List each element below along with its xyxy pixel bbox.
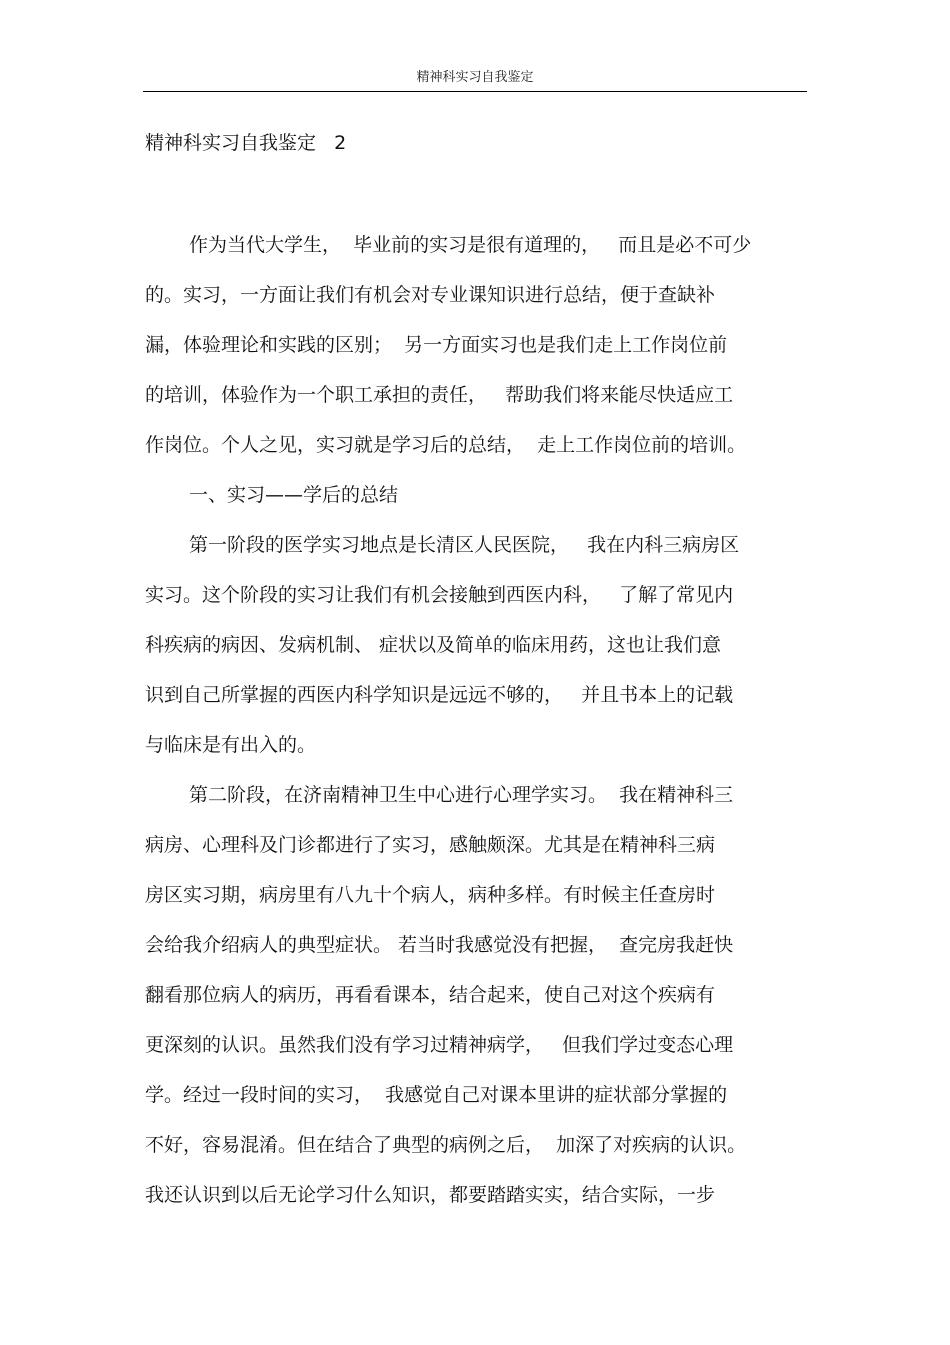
document-title: 精神科实习自我鉴定 2 (145, 132, 347, 154)
text-line: 学。经过一段时间的实习， 我感觉自己对课本里讲的症状部分掌握的 (145, 1084, 728, 1106)
text-line: 第二阶段，在济南精神卫生中心进行心理学实习。 我在精神科三 (189, 784, 734, 806)
text-line: 病房、心理科及门诊都进行了实习，感触颇深。尤其是在精神科三病 (145, 834, 716, 856)
header-rule (143, 91, 807, 92)
text-line: 翻看那位病人的病历，再看看课本，结合起来，使自己对这个疾病有 (145, 984, 716, 1006)
running-header: 精神科实习自我鉴定 (416, 70, 534, 85)
text-line: 科疾病的病因、发病机制、 症状以及简单的临床用药，这也让我们意 (145, 634, 722, 656)
text-line: 识到自己所掌握的西医内科学知识是远远不够的， 并且书本上的记载 (145, 684, 734, 706)
text-line: 的。实习，一方面让我们有机会对专业课知识进行总结，便于查缺补 (145, 284, 716, 306)
text-line: 房区实习期，病房里有八九十个病人，病种多样。有时候主任查房时 (145, 884, 716, 906)
text-line: 更深刻的认识。虽然我们没有学习过精神病学， 但我们学过变态心理 (145, 1034, 734, 1056)
text-line: 一、实习——学后的总结 (189, 484, 399, 506)
text-line: 不好，容易混淆。但在结合了典型的病例之后， 加深了对疾病的认识。 (145, 1134, 747, 1156)
text-line: 作为当代大学生， 毕业前的实习是很有道理的， 而且是必不可少 (189, 234, 752, 256)
text-line: 会给我介绍病人的典型症状。 若当时我感觉没有把握， 查完房我赶快 (145, 934, 734, 956)
text-line: 的培训，体验作为一个职工承担的责任， 帮助我们将来能尽快适应工 (145, 384, 734, 406)
text-line: 第一阶段的医学实习地点是长清区人民医院， 我在内科三病房区 (189, 534, 740, 556)
text-line: 我还认识到以后无论学习什么知识，都要踏踏实实，结合实际，一步 (145, 1184, 716, 1206)
text-line: 作岗位。个人之见，实习就是学习后的总结， 走上工作岗位前的培训。 (145, 434, 747, 456)
text-line: 漏，体验理论和实践的区别； 另一方面实习也是我们走上工作岗位前 (145, 334, 728, 356)
text-line: 实习。这个阶段的实习让我们有机会接触到西医内科， 了解了常见内 (145, 584, 734, 606)
text-line: 与临床是有出入的。 (145, 734, 317, 756)
